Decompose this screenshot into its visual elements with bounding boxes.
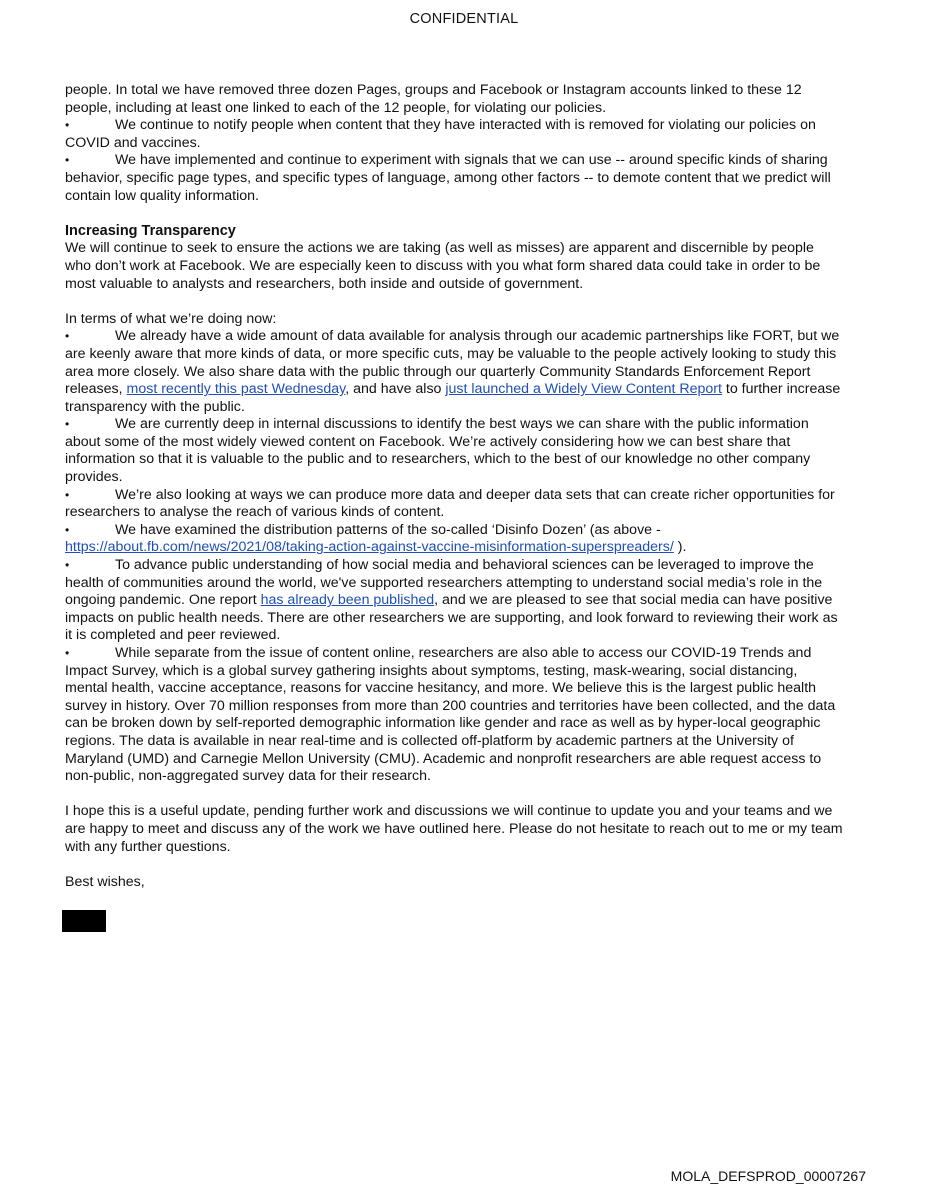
link-most-recently[interactable]: most recently this past Wednesday bbox=[126, 381, 346, 398]
bullet-internal-discussions: • We are currently deep in internal discussions to identify the best ways we can share with the public information about some of the most widely viewed content on Facebook. We’re actively considering how we can best share that information so that it is valuable to the public and to researchers, which to the best of our knowledge no other company provides. bbox=[65, 416, 811, 486]
bullet-signals: • We have implemented and continue to experiment with signals that we can use -- around specific kinds of sharing behavior, specific page types, and specific types of language, among other factors -- to demote content that we predict will contain low quality information. bbox=[65, 152, 831, 204]
redaction-box bbox=[62, 910, 106, 932]
bullet-academic-partnerships: • We already have a wide amount of data available for analysis through our academic partnerships like FORT, but we are keenly aware that more kinds of data, or more specific cuts, may be valuable to the people actively looking to study this area more closely. We also share data with the public through our quarterly Community Standards Enforcement Report releases, most recently this past Wednesday, and have also just launched a Widely View Content Report to further increase transparency with the public. bbox=[65, 328, 841, 415]
bullet-covid-survey: • While separate from the issue of content online, researchers are also able to access our COVID-19 Trends and Impact Survey, which is a global survey gathering insights about symptoms, testing, mask-wearing, social distancing, mental health, vaccine acceptance, reasons for vaccine hesitancy, and more. We believe this is the largest public health survey in history. Over 70 million responses from more than 200 countries and territories have been collected, and the data can be broken down by self-reported demographic information like gender and race as well as by hyper-local geographic regions. The data is available in near real-time and is collected off-platform by academic partners at the University of Maryland (UMD) and Carnegie Mellon University (CMU). Academic and nonprofit researchers are able request access to non-public, non-aggregated survey data for their research. bbox=[65, 645, 836, 785]
paragraph-doing-now: In terms of what we’re doing now: bbox=[65, 310, 277, 327]
bullet-icon: • bbox=[65, 646, 70, 660]
letter-body bbox=[65, 82, 843, 891]
bullet-disinfo-dozen: • We have examined the distribution patterns of the so-called ‘Disinfo Dozen’ (as above - https://about.fb.com/news/2021/08/taking-action-against-vaccine-misinformation-superspreaders/ ). bbox=[65, 521, 687, 556]
bullet-icon: • bbox=[65, 558, 70, 573]
paragraph-removed-accounts: people. In total we have removed three dozen Pages, groups and Facebook or Instagram accounts linked to these 12 people, including at least one linked to each of the 12 people, for violating our policies. bbox=[65, 82, 802, 116]
bullet-more-data: • We’re also looking at ways we can produce more data and deeper data sets that can create richer opportunities for researchers to analyse the reach of various kinds of content. bbox=[65, 486, 835, 521]
bullet-icon: • bbox=[65, 522, 70, 537]
bullet-icon: • bbox=[65, 153, 70, 168]
confidential-header: CONFIDENTIAL bbox=[409, 11, 519, 27]
bates-number: MOLA_DEFSPROD_00007267 bbox=[670, 1168, 866, 1184]
section-heading-transparency: Increasing Transparency bbox=[65, 222, 236, 239]
link-widely-viewed-report[interactable]: just launched a Widely View Content Report bbox=[445, 381, 722, 398]
closing-salutation: Best wishes, bbox=[65, 873, 145, 890]
link-report-published[interactable]: has already been published bbox=[260, 592, 435, 609]
bullet-icon: • bbox=[65, 118, 70, 133]
link-disinfo-dozen[interactable]: https://about.fb.com/news/2021/08/taking-action-against-vaccine-misinformation-superspreaders/ bbox=[65, 539, 674, 556]
bullet-notify-people: • We continue to notify people when content that they have interacted with is removed for violating our policies on COVID and vaccines. bbox=[65, 117, 816, 151]
paragraph-closing-remarks: I hope this is a useful update, pending further work and discussions we will continue to update you and your teams and we are happy to meet and discuss any of the work we have outlined here. Please do not hesitate to reach out to me or my team with any further questions. bbox=[65, 803, 843, 855]
paragraph-transparency: We will continue to seek to ensure the actions we are taking (as well as misses) are apparent and discernible by people who don’t work at Facebook. We are especially keen to discuss with you what form shared data could take in order to be most valuable to analysts and researchers, both inside and outside of government. bbox=[65, 240, 821, 292]
bullet-icon: • bbox=[65, 487, 70, 502]
bullet-icon: • bbox=[65, 329, 70, 344]
bullet-icon: • bbox=[65, 417, 70, 432]
bullet-research-support: • To advance public understanding of how social media and behavioral sciences can be leveraged to improve the health of communities around the world, we've supported researchers attempting to understand social media’s role in the ongoing pandemic. One report has already been published, and we are pleased to see that social media can have positive impacts on public health needs. There are other researchers we are supporting, and look forward to reviewing their work as it is completed and peer reviewed. bbox=[65, 557, 838, 644]
